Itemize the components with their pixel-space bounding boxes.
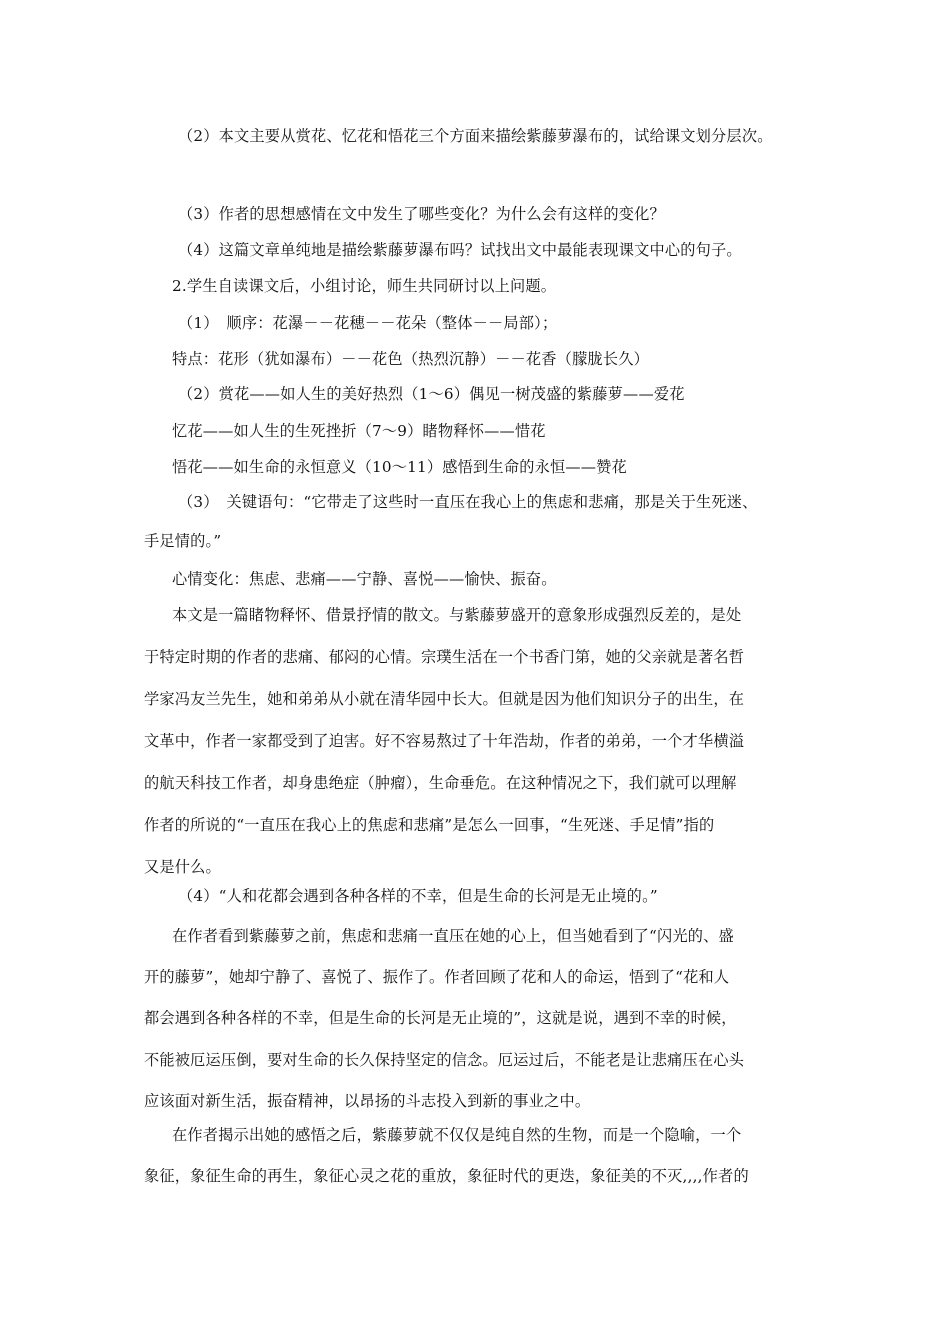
paragraph-3-line-1: 在作者揭示出她的感悟之后，紫藤萝就不仅仅是纯自然的生物，而是一个隐喻，一个 bbox=[172, 1126, 742, 1144]
paragraph-2-line-4: 不能被厄运压倒，要对生命的长久保持坚定的信念。厄运过后，不能老是让悲痛压在心头 bbox=[144, 1051, 745, 1069]
answer-4-text: （4）“人和花都会遇到各种各样的不幸，但是生命的长河是无止境的。” bbox=[178, 887, 658, 905]
answer-3-key-sentence-cont: 手足情的。” bbox=[144, 532, 222, 550]
paragraph-2-line-1: 在作者看到紫藤萝之前，焦虑和悲痛一直压在她的心上，但当她看到了“闪光的、盛 bbox=[172, 927, 734, 945]
answer-3-key-sentence: （3） 关键语句：“它带走了这些时一直压在我心上的焦虑和悲痛，那是关于生死迷、 bbox=[178, 493, 758, 511]
paragraph-2-line-5: 应该面对新生活，振奋精神，以昂扬的斗志投入到新的事业之中。 bbox=[144, 1092, 591, 1110]
answer-2-recall: 忆花——如人生的生死挫折（7～9）睹物释怀——惜花 bbox=[172, 422, 546, 440]
answer-2-realize: 悟花——如生命的永恒意义（10～11）感悟到生命的永恒——赞花 bbox=[172, 458, 627, 476]
paragraph-1-line-5: 的航天科技工作者，却身患绝症（肿瘤），生命垂危。在这种情况之下，我们就可以理解 bbox=[144, 774, 737, 792]
paragraph-1-line-7: 又是什么。 bbox=[144, 858, 221, 876]
paragraph-3-line-2: 象征，象征生命的再生，象征心灵之花的重放，象征时代的更迭，象征美的不灭,,,,作者的 bbox=[144, 1167, 749, 1185]
question-2-text: （2）本文主要从赏花、忆花和悟花三个方面来描绘紫藤萝瀑布的，试给课文划分层次。 bbox=[178, 127, 773, 145]
paragraph-1-line-4: 文革中，作者一家都受到了迫害。好不容易熬过了十年浩劫，作者的弟弟，一个才华横溢 bbox=[144, 732, 745, 750]
paragraph-1-line-6: 作者的所说的“一直压在我心上的焦虑和悲痛”是怎么一回事，“生死迷、手足情”指的 bbox=[144, 816, 715, 834]
paragraph-1-line-1: 本文是一篇睹物释怀、借景抒情的散文。与紫藤萝盛开的意象形成强烈反差的，是处 bbox=[172, 606, 742, 624]
answer-1-order: （1） 顺序：花瀑－－花穗－－花朵（整体－－局部）； bbox=[178, 314, 558, 332]
paragraph-2-line-2: 开的藤萝”，她却宁静了、喜悦了、振作了。作者回顾了花和人的命运，悟到了“花和人 bbox=[144, 968, 730, 986]
question-3-text: （3）作者的思想感情在文中发生了哪些变化？为什么会有这样的变化？ bbox=[178, 205, 665, 223]
paragraph-1-line-3: 学家冯友兰先生，她和弟弟从小就在清华园中长大。但就是因为他们知识分子的出生，在 bbox=[144, 690, 745, 708]
answer-1-features: 特点：花形（犹如瀑布）－－花色（热烈沉静）－－花香（朦胧长久） bbox=[172, 350, 650, 368]
paragraph-2-line-3: 都会遇到各种各样的不幸，但是生命的长河是无止境的”，这就是说，遇到不幸的时候， bbox=[144, 1009, 737, 1027]
answer-2-appreciate: （2）赏花——如人生的美好热烈（1～6）偶见一树茂盛的紫藤萝——爱花 bbox=[178, 385, 685, 403]
mood-change-text: 心情变化：焦虑、悲痛——宁静、喜悦——愉快、振奋。 bbox=[172, 570, 557, 588]
question-4-text: （4）这篇文章单纯地是描绘紫藤萝瀑布吗？试找出文中最能表现课文中心的句子。 bbox=[178, 241, 742, 259]
step-2-text: 2.学生自读课文后，小组讨论，师生共同研讨以上问题。 bbox=[172, 277, 557, 295]
paragraph-1-line-2: 于特定时期的作者的悲痛、郁闷的心情。宗璞生活在一个书香门第，她的父亲就是著名哲 bbox=[144, 648, 745, 666]
